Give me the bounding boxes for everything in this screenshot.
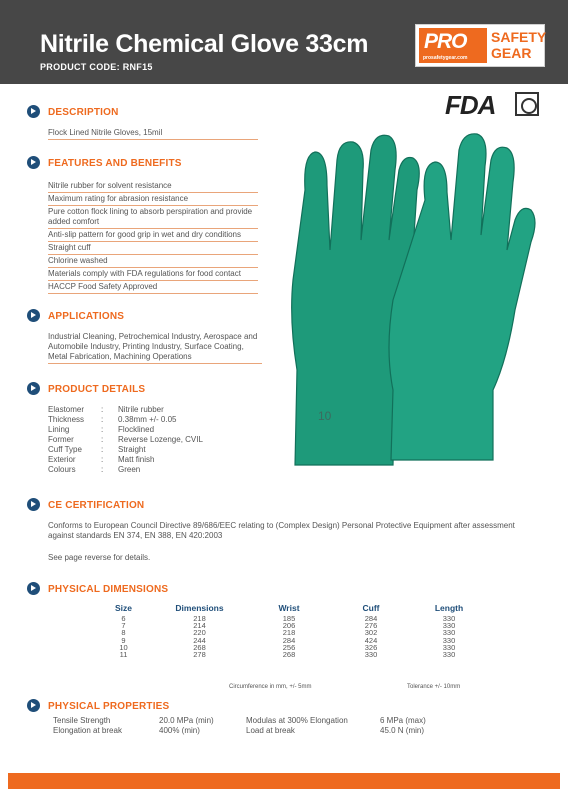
tolerance-note: Tolerance +/- 10mm [407, 684, 461, 690]
logo-pro-box [419, 28, 487, 63]
property-label: Load at break [246, 726, 295, 735]
table-cell: 9 [121, 635, 126, 645]
column-header: Cuff [362, 603, 380, 613]
detail-value: Nitrile rubber [118, 405, 164, 414]
dimensions-title: PHYSICAL DIMENSIONS [48, 584, 169, 595]
table-cell: 10 [119, 642, 128, 652]
table-cell: 185 [282, 614, 296, 623]
details-bullet-icon [27, 382, 40, 395]
logo-pro-text: PRO [424, 30, 467, 53]
detail-key: Former [48, 435, 74, 444]
table-cell: 6 [121, 614, 126, 623]
table-cell: 220 [193, 628, 206, 638]
property-value: 20.0 MPa (min) [159, 716, 214, 725]
details-title: PRODUCT DETAILS [48, 384, 146, 395]
detail-value: Flocklined [118, 425, 155, 434]
table-cell: 330 [442, 628, 456, 638]
feature-item: Straight cuff [48, 242, 258, 255]
detail-key: Lining [48, 425, 70, 434]
table-cell: 11 [119, 650, 128, 660]
column-header: Length [434, 603, 464, 613]
property-value: 400% (min) [159, 726, 200, 735]
detail-value: Straight [118, 445, 146, 454]
column-header: Dimensions [175, 603, 224, 613]
column-header: Wrist [278, 603, 300, 613]
table-cell: 330 [364, 650, 378, 660]
food-safe-icon [515, 92, 539, 116]
detail-key: Cuff Type [48, 445, 82, 454]
applications-bullet-icon [27, 309, 40, 322]
table-cell: 218 [282, 628, 296, 638]
property-value: 45.0 N (min) [380, 726, 425, 735]
glove-size-marking: 10 [318, 409, 332, 423]
feature-item: HACCP Food Safety Approved [48, 281, 258, 294]
detail-key: Exterior [48, 455, 76, 464]
detail-key: Colours [48, 465, 76, 474]
features-title: FEATURES AND BENEFITS [48, 158, 182, 169]
description-title: DESCRIPTION [48, 107, 119, 118]
dimensions-table [95, 603, 487, 658]
table-cell: 330 [442, 642, 456, 652]
features-bullet-icon [27, 156, 40, 169]
footer-bar [8, 773, 560, 789]
column-header: Size [114, 603, 132, 613]
ce-bullet-icon [27, 498, 40, 511]
table-row [95, 651, 487, 658]
feature-item: Anti-slip pattern for good grip in wet and dry conditions [48, 229, 258, 242]
features-list [48, 180, 258, 294]
table-cell: 276 [364, 621, 378, 631]
property-row [53, 726, 460, 736]
table-cell: 214 [193, 621, 206, 631]
table-cell: 284 [364, 614, 378, 623]
product-code: PRODUCT CODE: RNF15 [40, 62, 153, 72]
ce-note: See page reverse for details. [48, 553, 151, 562]
logo-line1: SAFETY [491, 29, 547, 45]
feature-item: Chlorine washed [48, 255, 258, 268]
detail-row: Cuff Type : Straight [48, 445, 146, 454]
property-value: 6 MPa (max) [380, 716, 426, 725]
feature-item: Pure cotton flock lining to absorb perspiration and provide added comfort [48, 206, 258, 229]
detail-value: Green [118, 465, 141, 474]
logo-url: prosafetygear.com [423, 55, 468, 61]
description-text: Flock Lined Nitrile Gloves, 15mil [48, 128, 258, 140]
detail-value: Reverse Lozenge, CVIL [118, 435, 203, 444]
logo-safety-gear [491, 29, 546, 61]
table-cell: 8 [121, 628, 126, 638]
logo-line2: GEAR [491, 45, 532, 61]
ce-title: CE CERTIFICATION [48, 500, 145, 511]
detail-row: Elastomer : Nitrile rubber [48, 405, 164, 414]
table-cell: 330 [442, 621, 456, 631]
table-cell: 278 [193, 650, 206, 660]
table-cell: 424 [364, 635, 378, 645]
table-cell: 330 [442, 614, 456, 623]
table-cell: 244 [193, 635, 206, 645]
properties-table [53, 716, 460, 736]
circumference-note: Circumference in mm, +/- 5mm [229, 684, 312, 690]
feature-item: Materials comply with FDA regulations for food contact [48, 268, 258, 281]
table-cell: 256 [282, 642, 296, 652]
table-cell: 302 [364, 628, 378, 638]
table-cell: 330 [442, 635, 456, 645]
detail-row: Exterior : Matt finish [48, 455, 155, 464]
detail-row: Thickness : 0.38mm +/- 0.05 [48, 415, 177, 424]
table-cell: 330 [442, 650, 456, 660]
property-label: Tensile Strength [53, 716, 111, 725]
property-label: Modulas at 300% Elongation [246, 716, 348, 725]
fda-badge: FDA [445, 90, 496, 120]
table-cell: 284 [282, 635, 296, 645]
applications-text: Industrial Cleaning, Petrochemical Industry, Aerospace and Automobile Industry, Printing Industry, Surface Coating, Metal Fabrication, Machining Operations [48, 332, 262, 364]
table-cell: 7 [121, 621, 126, 631]
page-title: Nitrile Chemical Glove 33cm [40, 30, 369, 58]
details-list [48, 405, 203, 475]
description-bullet-icon [27, 105, 40, 118]
detail-value: Matt finish [118, 455, 155, 464]
table-cell: 326 [364, 642, 378, 652]
properties-title: PHYSICAL PROPERTIES [48, 701, 170, 712]
feature-item: Maximum rating for abrasion resistance [48, 193, 258, 206]
detail-value: 0.38mm +/- 0.05 [118, 415, 177, 424]
brand-logo [415, 24, 545, 67]
detail-key: Thickness [48, 415, 85, 424]
table-cell: 218 [193, 614, 206, 623]
property-label: Elongation at break [53, 726, 122, 735]
property-row [53, 716, 460, 726]
ce-text: Conforms to European Council Directive 89/686/EEC relating to (Complex Design) Personal Protective Equipment after assessment against standards EN 374, EN 388, EN 420:2003 [48, 521, 515, 540]
detail-row: Colours : Green [48, 465, 141, 474]
dimensions-bullet-icon [27, 582, 40, 595]
table-cell: 206 [282, 621, 296, 631]
table-cell: 268 [193, 642, 206, 652]
feature-item: Nitrile rubber for solvent resistance [48, 180, 258, 193]
applications-title: APPLICATIONS [48, 311, 125, 322]
glove-image [275, 130, 540, 470]
table-cell: 268 [282, 650, 296, 660]
detail-row: Former : Reverse Lozenge, CVIL [48, 435, 203, 444]
detail-row: Lining : Flocklined [48, 425, 155, 434]
detail-key: Elastomer [48, 405, 85, 414]
properties-bullet-icon [27, 699, 40, 712]
